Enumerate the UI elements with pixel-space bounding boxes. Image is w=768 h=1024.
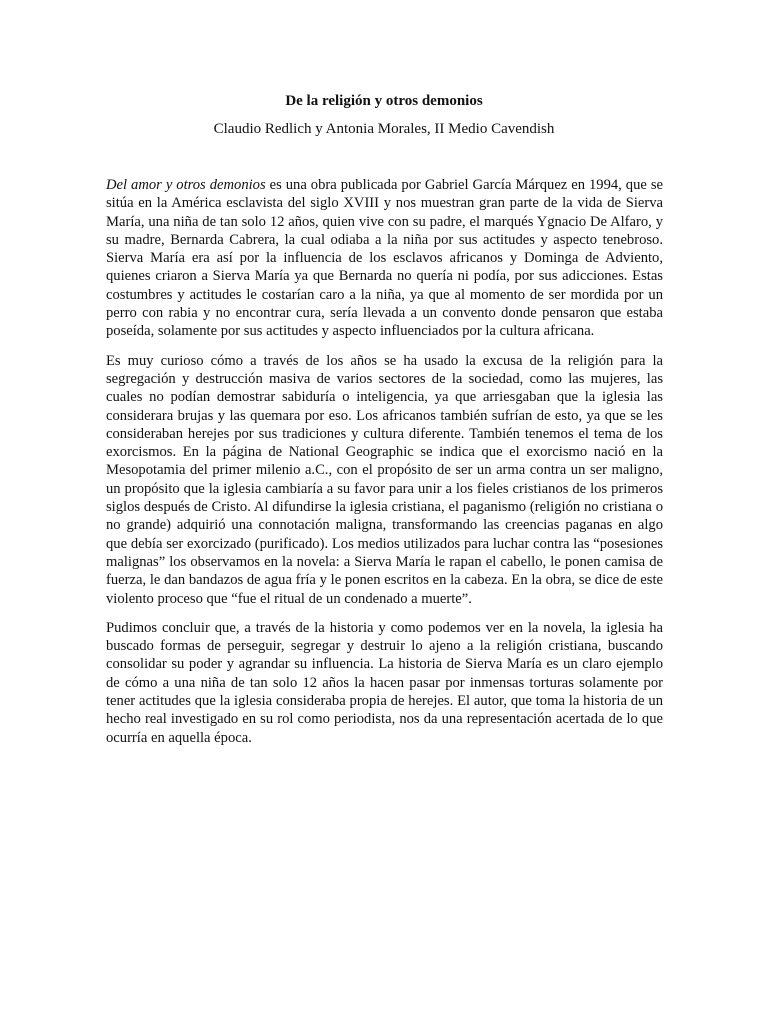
paragraph-1 — [106, 176, 663, 341]
book-title-italic: Del amor y otros demonios — [106, 177, 266, 193]
document-body — [106, 176, 663, 758]
paragraph-1-text: es una obra publicada por Gabriel García Márquez en 1994, que se sitúa en la América esclavista del siglo XVIII y nos muestran gran parte de la vida de Sierva María, una niña de tan solo 12 años, quien vive con su padre, el marqués Ygnacio De Alfaro, y su madre, Bernarda Cabrera, la cual odiaba a la niña por sus actitudes y aspecto tenebroso. Sierva María era así por la influencia de los esclavos africanos y Dominga de Adviento, quienes criaron a Sierva María ya que Bernarda no quería ni podía, por sus adicciones. Estas costumbres y actitudes le costarían caro a la niña, ya que al momento de ser mordida por un perro con rabia y no encontrar cura, sería llevada a un convento donde pensaron que estaba poseída, solamente por sus actitudes y aspecto influenciados por la cultura africana. — [106, 177, 664, 340]
document-title: De la religión y otros demonios — [285, 93, 483, 109]
document-authors: Claudio Redlich y Antonia Morales, II Medio Cavendish — [213, 121, 555, 137]
paragraph-2: Es muy curioso cómo a través de los años se ha usado la excusa de la religión para la segregación y destrucción masiva de varios sectores de la sociedad, como las mujeres, las cuales no podían demostrar sabiduría o inteligencia, ya que arriesgaban que la iglesia las considerara brujas y las quemara por eso. Los africanos también sufrían de esto, ya que se les consideraban herejes por sus tradiciones y cultura diferente. También tenemos el tema de los exorcismos. En la página de National Geographic se indica que el exorcismo nació en la Mesopotamia del primer milenio a.C., con el propósito de ser un arma contra un ser maligno, un propósito que la iglesia cambiaría a su favor para unir a los fieles cristianos de los primeros siglos después de Cristo. Al difundirse la iglesia cristiana, el paganismo (religión no cristiana o no grande) adquirió una connotación maligna, transformando las creencias paganas en algo que debía ser exorcizado (purificado). Los medios utilizados para luchar contra las “posesiones malignas” los observamos en la novela: a Sierva María le rapan el cabello, le ponen camisa de fuerza, le dan bandazos de agua fría y le ponen escritos en la cabeza. En la obra, se dice de este violento proceso que “fue el ritual de un condenado a muerte”. — [106, 352, 663, 607]
paragraph-3: Pudimos concluir que, a través de la historia y como podemos ver en la novela, la iglesia ha buscado formas de perseguir, segregar y destruir lo ajeno a la religión cristiana, buscando consolidar su poder y agrandar su influencia. La historia de Sierva María es un claro ejemplo de cómo a una niña de tan solo 12 años la hacen pasar por inmensas torturas solamente por tener actitudes que la iglesia consideraba propia de herejes. El autor, que toma la historia de un hecho real investigado en su rol como periodista, nos da una representación acertada de lo que ocurría en aquella época. — [106, 619, 663, 746]
